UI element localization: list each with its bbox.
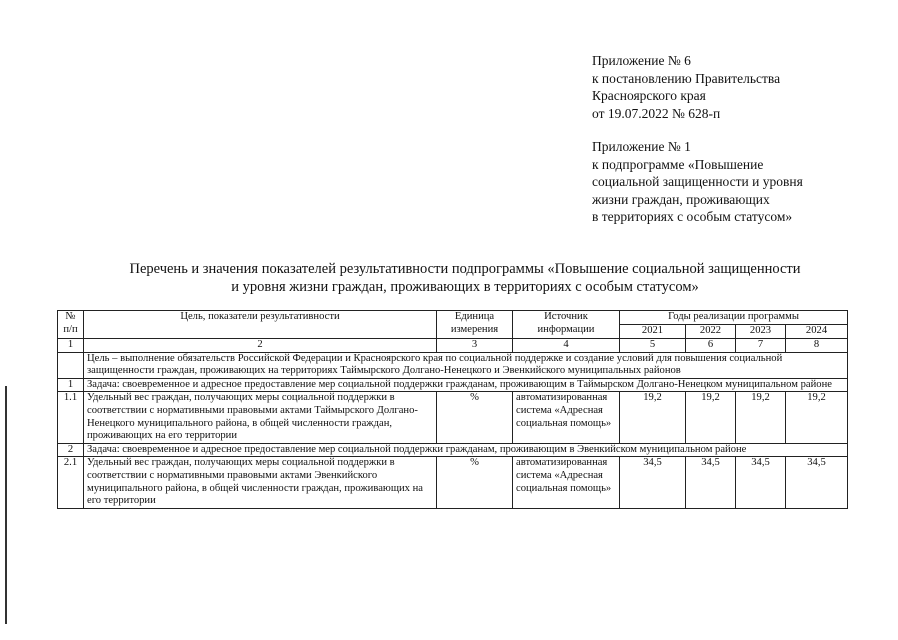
title-line: и уровня жизни граждан, проживающих в территориях с особым статусом» [231,279,699,295]
appendix-line: Приложение № 6 [592,53,691,68]
indicator-row-2-1 [58,457,848,508]
column-number: 8 [786,339,848,353]
indicator-row-1-1 [58,392,848,443]
indicator-unit: % [437,392,513,443]
header-no: № п/п [58,311,84,339]
indicator-value-2021: 34,5 [620,457,686,508]
appendix-line: Приложение № 1 [592,139,691,154]
task-no: 2 [58,443,84,457]
indicator-unit: % [437,457,513,508]
indicator-no: 2.1 [58,457,84,508]
indicator-value-2024: 34,5 [786,457,848,508]
indicator-value-2022: 34,5 [686,457,736,508]
margin-line [5,386,7,624]
header-year: 2021 [620,325,686,339]
indicator-no: 1.1 [58,392,84,443]
column-number: 7 [736,339,786,353]
indicator-source: автоматизированная система «Адресная социальная помощь» [513,457,620,508]
header-years-group: Годы реализации программы [620,311,848,325]
indicator-value-2024: 19,2 [786,392,848,443]
indicator-value-2023: 34,5 [736,457,786,508]
goal-text: Цель – выполнение обязательств Российской Федерации и Красноярского края по социальной поддержке и создание условий для повышения социальной защищенности граждан, проживающих на территориях Таймырского Долгано-Ненецкого и Эвенкийского муниципальных районов [84,352,848,378]
column-number: 2 [84,339,437,353]
indicator-text: Удельный вес граждан, получающих меры социальной поддержки в соответствии с нормативными правовыми актами Таймырского Долгано-Ненецкого муниципального района, в общей численности граждан, проживающих на его территории [84,392,437,443]
header-unit: Единица измерения [437,311,513,339]
indicator-value-2023: 19,2 [736,392,786,443]
appendix-line: к подпрограмме «Повышение [592,156,764,172]
header-year: 2024 [786,325,848,339]
indicator-value-2021: 19,2 [620,392,686,443]
header-year: 2022 [686,325,736,339]
appendix-line: жизни граждан, проживающих [592,191,770,207]
appendix-line: в территориях с особым статусом» [592,209,793,224]
appendix-line: к постановлению Правительства [592,70,781,86]
task-text: Задача: своевременное и адресное предоставление мер социальной поддержки гражданам, проживающим в Эвенкийском муниципальном районе [84,443,848,457]
column-number: 4 [513,339,620,353]
header-row [58,311,848,325]
header-year: 2023 [736,325,786,339]
goal-no-cell [58,352,84,378]
appendix-line: социальной защищенности и уровня [592,174,803,189]
appendix-header-resolution [592,52,780,122]
column-number: 6 [686,339,736,353]
column-number: 1 [58,339,84,353]
appendix-line: от 19.07.2022 № 628-п [592,105,721,121]
header-source: Источник информации [513,311,620,339]
task-row-2 [58,443,848,457]
appendix-header-subprogram [592,138,803,226]
task-row-1 [58,378,848,392]
document-title [60,260,870,296]
appendix-line: Красноярского края [592,88,706,103]
indicators-table [57,310,848,509]
column-numbers-row [58,339,848,353]
title-line: Перечень и значения показателей результативности подпрограммы «Повышение социальной защищенности [129,261,801,277]
task-no: 1 [58,378,84,392]
task-text: Задача: своевременное и адресное предоставление мер социальной поддержки гражданам, проживающим в Таймырском Долгано-Ненецком муниципальном районе [84,378,848,392]
goal-row [58,352,848,378]
indicator-text: Удельный вес граждан, получающих меры социальной поддержки в соответствии с нормативными правовыми актами Эвенкийского муниципального района, в общей численности граждан, проживающих на его территории [84,457,437,508]
column-number: 3 [437,339,513,353]
indicator-source: автоматизированная система «Адресная социальная помощь» [513,392,620,443]
header-goal: Цель, показатели результативности [84,311,437,339]
column-number: 5 [620,339,686,353]
indicator-value-2022: 19,2 [686,392,736,443]
